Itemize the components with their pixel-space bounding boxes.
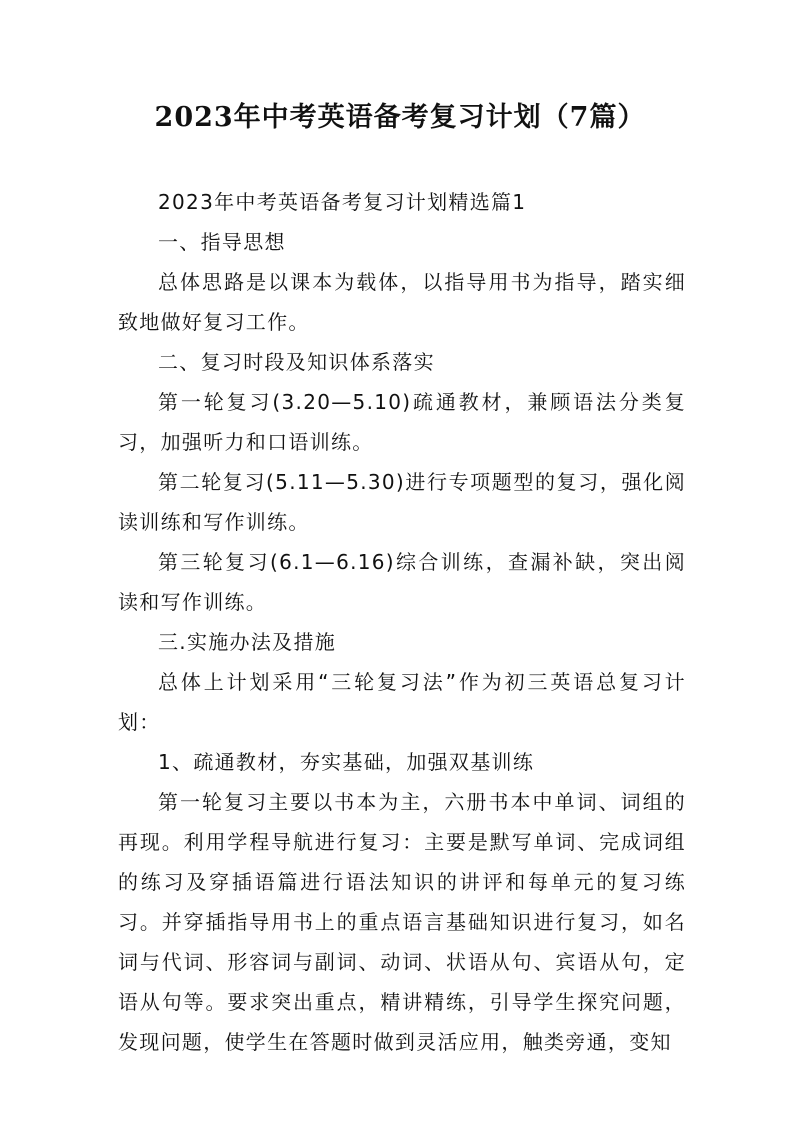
heading-review-phases: 二、复习时段及知识体系落实 bbox=[158, 350, 435, 374]
paragraph: 第一轮复习(3.20—5.10)疏通教材，兼顾语法分类复习，加强听力和口语训练。 bbox=[118, 390, 686, 454]
section-heading-piece-1: 2023年中考英语备考复习计划精选篇1 bbox=[158, 190, 527, 214]
heading-implementation: 三.实施办法及措施 bbox=[158, 630, 337, 654]
paragraph: 总体上计划采用“三轮复习法”作为初三英语总复习计划： bbox=[118, 670, 686, 734]
paragraph: 第一轮复习主要以书本为主，六册书本中单词、词组的再现。利用学程导航进行复习：主要是默写单词、完成词组的练习及穿插语篇进行语法知识的讲评和每单元的复习练习。并穿插指导用书上的重点语言基础知识进行复习，如名词与代词、形容词与副词、动词、状语从句、宾语从句，定语从句等。要求突出重点，精讲精练，引导学生探究问题，发现问题，使学生在答题时做到灵活应用，触类旁通，变知 bbox=[118, 790, 686, 1054]
paragraph: 第二轮复习(5.11—5.30)进行专项题型的复习，强化阅读训练和写作训练。 bbox=[118, 470, 686, 534]
heading-guiding-ideology: 一、指导思想 bbox=[158, 230, 286, 254]
document-body bbox=[118, 182, 686, 1062]
subheading-textbook: 1、疏通教材，夯实基础，加强双基训练 bbox=[158, 750, 535, 774]
paragraph: 总体思路是以课本为载体，以指导用书为指导，踏实细致地做好复习工作。 bbox=[118, 270, 686, 334]
paragraph: 第三轮复习(6.1—6.16)综合训练，查漏补缺，突出阅读和写作训练。 bbox=[118, 550, 686, 614]
document-title: 2023年中考英语备考复习计划（7篇） bbox=[154, 102, 646, 133]
